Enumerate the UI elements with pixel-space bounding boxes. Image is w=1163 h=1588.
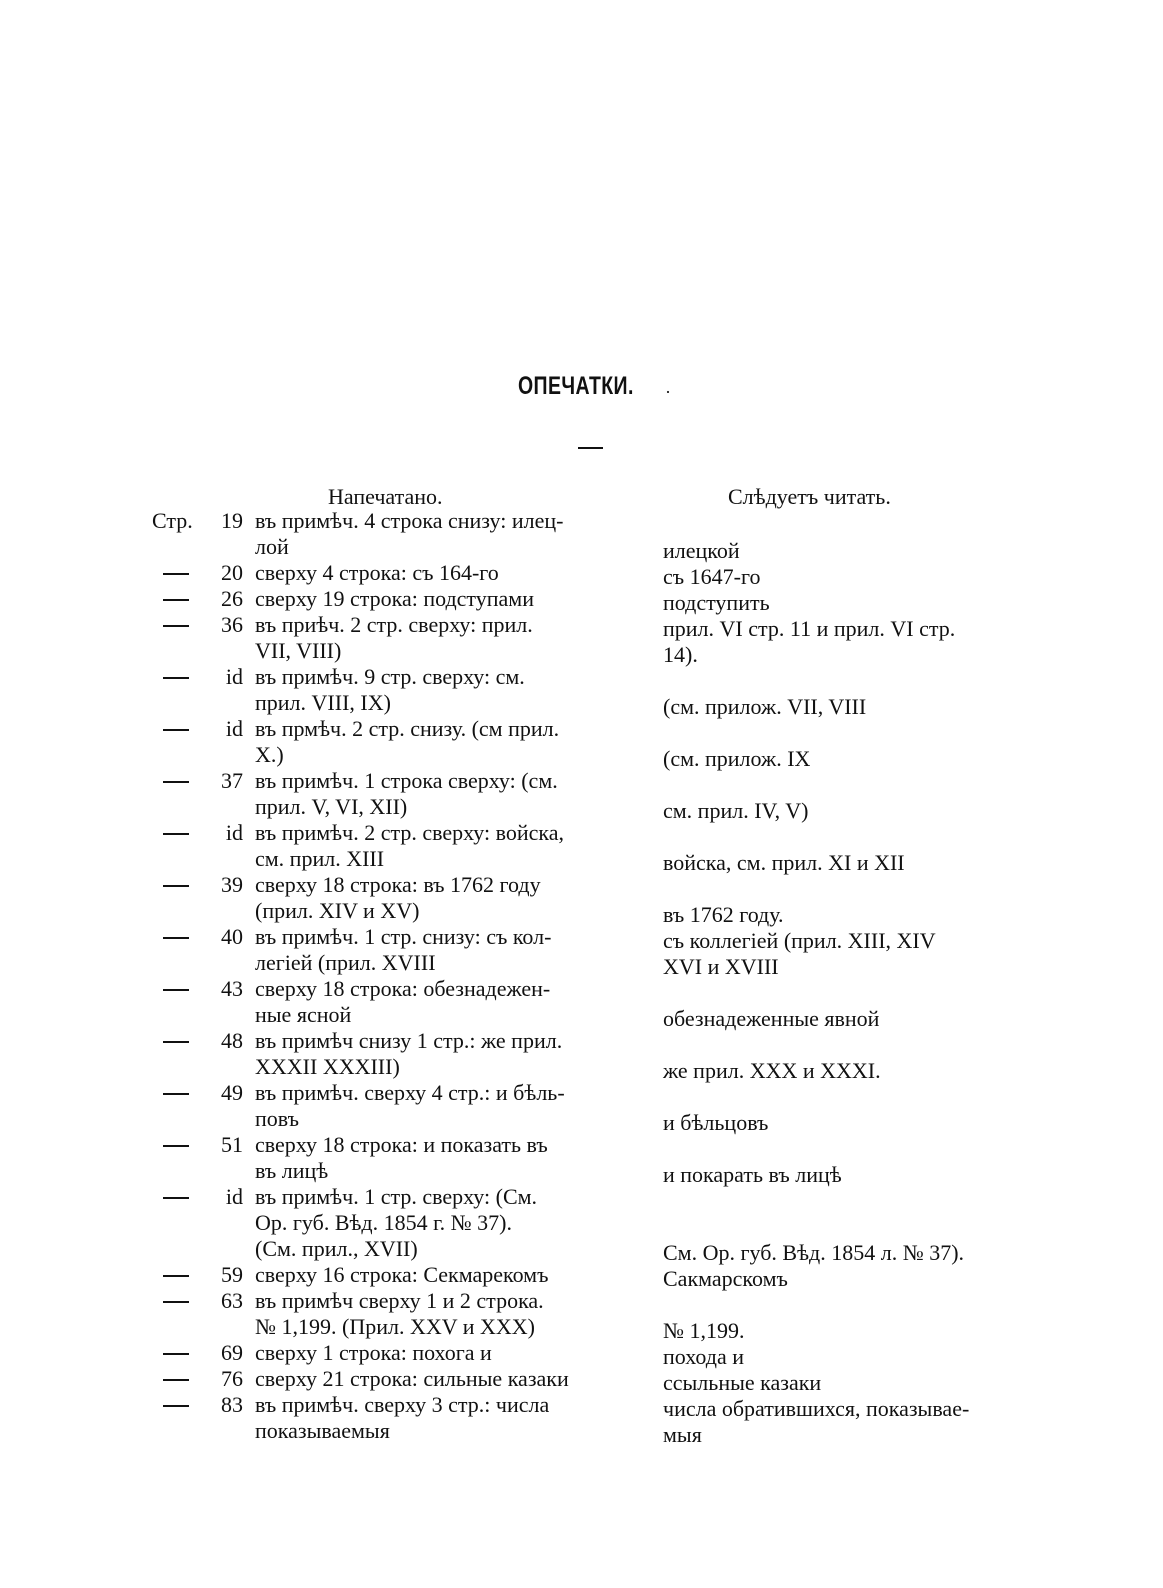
page-number: id [225, 1184, 243, 1209]
ditto-dash [163, 937, 189, 939]
page-title: ОПЕЧАТКИ. [518, 372, 634, 400]
printed-text: сверху 1 строка: похога и [255, 1340, 492, 1365]
printed-text: лой [255, 534, 289, 559]
printed-text: въ примѣч. 9 стр. сверху: см. [255, 664, 525, 689]
header-should-read: Слѣдуетъ читать. [728, 484, 891, 509]
printed-text: въ примѣч снизу 1 стр.: же прил. [255, 1028, 563, 1053]
printed-text: сверху 18 строка: въ 1762 году [255, 872, 541, 897]
correct-text: числа обратившихся, показывае- [663, 1396, 970, 1421]
printed-text: въ примѣч. 1 строка сверху: (см. [255, 768, 558, 793]
printed-text: (прил. XIV и XV) [255, 898, 420, 923]
correct-text: похода и [663, 1344, 744, 1369]
correct-text: (см. прилож. VII, VIII [663, 694, 867, 719]
printed-text: въ примѣч. 1 стр. сверху: (См. [255, 1184, 538, 1209]
correct-text: см. прил. IV, V) [663, 798, 809, 823]
ditto-dash [163, 573, 189, 575]
printed-text: сверху 18 строка: и показать въ [255, 1132, 548, 1157]
ditto-dash [163, 625, 189, 627]
page-number: 39 [221, 872, 243, 897]
page-number: id [225, 664, 243, 689]
correct-text: ссыльные казаки [663, 1370, 822, 1395]
printed-text: въ примѣч. сверху 3 стр.: числа [255, 1392, 550, 1417]
correct-text: мыя [663, 1422, 702, 1447]
title-mark: · [665, 382, 671, 402]
page-number: 51 [221, 1132, 243, 1157]
ditto-dash [163, 781, 189, 783]
printed-text: сверху 16 строка: Секмарекомъ [255, 1262, 549, 1287]
correct-text: съ 1647-го [663, 564, 761, 589]
correct-text: Сакмарскомъ [663, 1266, 788, 1291]
correct-text: № 1,199. [663, 1318, 745, 1343]
printed-text: ные ясной [255, 1002, 352, 1027]
printed-text: въ примѣч сверху 1 и 2 строка. [255, 1288, 544, 1313]
correct-text: См. Ор. губ. Вѣд. 1854 л. № 37). [663, 1240, 965, 1265]
printed-text: показываемыя [255, 1418, 390, 1443]
page-number: 63 [221, 1288, 243, 1313]
page-number: 20 [221, 560, 243, 585]
printed-text: сверху 21 строка: сильные казаки [255, 1366, 569, 1391]
correct-text: илецкой [663, 538, 740, 563]
page-number: 59 [221, 1262, 243, 1287]
printed-text: въ примѣч. 4 строка снизу: илец- [255, 508, 564, 533]
ditto-dash [163, 729, 189, 731]
ditto-dash [163, 677, 189, 679]
printed-text: VII, VIII) [255, 638, 342, 663]
page-prefix: Стр. [152, 508, 193, 533]
correct-text: въ 1762 году. [663, 902, 784, 927]
printed-text: повъ [255, 1106, 299, 1131]
correct-text: съ коллегіей (прил. XIII, XIV [663, 928, 936, 953]
correct-text: прил. VI стр. 11 и прил. VI стр. [663, 616, 956, 641]
title-divider [578, 447, 603, 449]
correct-text: обезнадеженные явной [663, 1006, 880, 1031]
page-number: 69 [221, 1340, 243, 1365]
page-number: 36 [221, 612, 243, 637]
correct-text: подступить [663, 590, 770, 615]
page-number: 43 [221, 976, 243, 1001]
page-number: 40 [221, 924, 243, 949]
page-number: id [225, 716, 243, 741]
page-number: 19 [221, 508, 243, 533]
page-number: 26 [221, 586, 243, 611]
correct-text: и покарать въ лицѣ [663, 1162, 842, 1187]
printed-text: прил. VIII, IX) [255, 690, 391, 715]
ditto-dash [163, 1379, 189, 1381]
ditto-dash [163, 1197, 189, 1199]
printed-text: (См. прил., XVII) [255, 1236, 418, 1261]
ditto-dash [163, 1275, 189, 1277]
correct-text: (см. прилож. IX [663, 746, 811, 771]
ditto-dash [163, 1145, 189, 1147]
printed-text: сверху 18 строка: обезнадежен- [255, 976, 551, 1001]
printed-text: № 1,199. (Прил. XXV и XXX) [255, 1314, 535, 1339]
page-number: 48 [221, 1028, 243, 1053]
ditto-dash [163, 1353, 189, 1355]
correct-text: же прил. XXX и XXXI. [663, 1058, 881, 1083]
printed-text: въ примѣч. сверху 4 стр.: и бѣль- [255, 1080, 565, 1105]
ditto-dash [163, 1301, 189, 1303]
ditto-dash [163, 885, 189, 887]
printed-text: XXXII XXXIII) [255, 1054, 400, 1079]
printed-text: въ прмѣч. 2 стр. снизу. (см прил. [255, 716, 560, 741]
printed-text: въ примѣч. 1 стр. снизу: съ кол- [255, 924, 552, 949]
page-number: 49 [221, 1080, 243, 1105]
ditto-dash [163, 1405, 189, 1407]
printed-text: сверху 19 строка: подступами [255, 586, 534, 611]
printed-text: въ приѣч. 2 стр. сверху: прил. [255, 612, 533, 637]
header-printed: Напечатано. [328, 484, 443, 509]
correct-text: XVI и XVIII [663, 954, 779, 979]
printed-text: прил. V, VI, XII) [255, 794, 408, 819]
ditto-dash [163, 833, 189, 835]
printed-text: Ор. губ. Вѣд. 1854 г. № 37). [255, 1210, 512, 1235]
correct-text: и бѣльцовъ [663, 1110, 769, 1135]
printed-text: X.) [255, 742, 284, 767]
ditto-dash [163, 1093, 189, 1095]
printed-text: въ примѣч. 2 стр. сверху: войска, [255, 820, 565, 845]
ditto-dash [163, 1041, 189, 1043]
page-number: id [225, 820, 243, 845]
printed-text: въ лицѣ [255, 1158, 329, 1183]
printed-text: см. прил. XIII [255, 846, 385, 871]
printed-text: легіей (прил. XVIII [255, 950, 436, 975]
page-number: 83 [221, 1392, 243, 1417]
page-number: 37 [221, 768, 243, 793]
correct-text: войска, см. прил. XI и XII [663, 850, 905, 875]
ditto-dash [163, 989, 189, 991]
page-number: 76 [221, 1366, 243, 1391]
ditto-dash [163, 599, 189, 601]
correct-text: 14). [663, 642, 698, 667]
printed-text: сверху 4 строка: съ 164-го [255, 560, 499, 585]
